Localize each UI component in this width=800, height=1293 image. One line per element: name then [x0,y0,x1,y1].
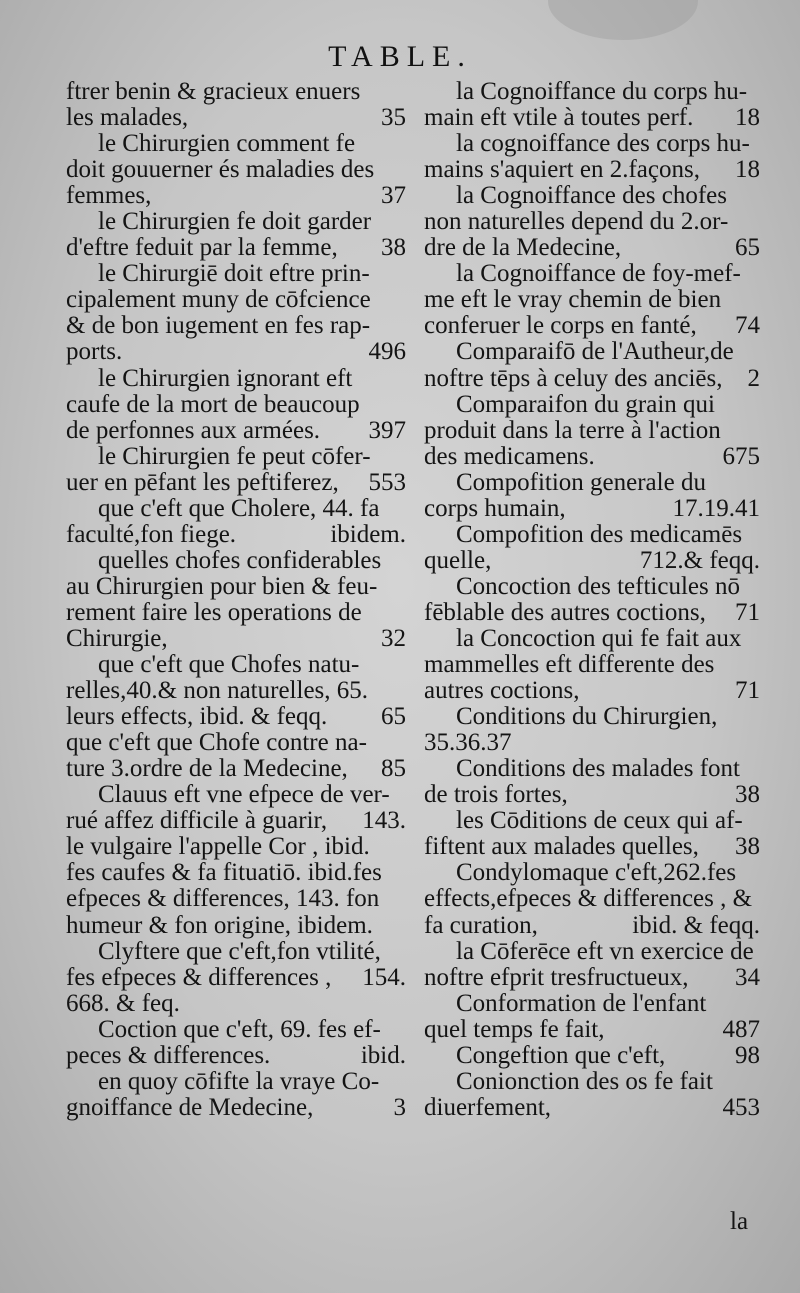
page-reference: 397 [368,416,406,444]
page-reference: 35 [381,104,406,132]
page-reference: 37 [381,182,406,210]
index-line [66,808,406,834]
index-entry-text: Chirurgie, [66,624,168,652]
page-reference: 38 [735,781,760,809]
index-entry-text: femmes, [66,182,152,210]
index-line [66,209,406,235]
index-entry-text: dre de la Medecine, [424,234,622,262]
library-stamp [548,0,698,40]
page-reference: 154. [362,963,406,991]
index-line [66,834,406,860]
page-reference: 38 [381,234,406,262]
index-entry-text: ture 3.ordre de la Medecine, [66,755,348,783]
index-line [424,1017,760,1043]
index-line [424,209,760,235]
index-entry-text: me eft le vray chemin de bien [424,286,722,314]
page-reference: 85 [381,755,406,783]
index-line [424,287,760,313]
index-entry-text: Comparaifon du grain qui [456,390,715,418]
index-line [66,157,406,183]
index-line [424,496,760,522]
index-entry-text: noftre efprit tresfructueux, [424,963,689,991]
index-line [66,79,406,105]
index-entry-text: main eft vtile à toutes perf. [424,104,694,132]
page-reference: ibidem. [330,520,406,548]
index-line [424,339,760,365]
index-entry-text: Conformation de l'enfant [456,989,707,1017]
index-line [424,131,760,157]
index-entry-text: rement faire les operations de [66,598,362,626]
page-reference: 32 [381,624,406,652]
index-line [424,991,760,1017]
page-reference: 65 [381,703,406,731]
index-line [66,730,406,756]
index-entry-text: la Cognoiffance des chofes [456,182,727,210]
index-line [424,157,760,183]
index-entry-text: fes caufes & fa fituatiō. ibid.fes [66,859,382,887]
index-entry-text: 668. & feq. [66,989,180,1017]
index-entry-text: mammelles eft differente des [424,651,715,679]
index-entry-text: quelles chofes confiderables [98,546,382,574]
index-entry-text: fa curation, [424,911,538,939]
index-entry-text: efpeces & differences, 143. fon [66,885,380,913]
index-entry-text: quelle, [424,546,492,574]
index-entry-text: Coction que c'eft, 69. fes ef- [98,1015,381,1043]
right-column [424,79,760,1121]
index-entry-text: Congeftion que c'eft, [456,1041,666,1069]
index-line [66,678,406,704]
index-line [424,105,760,131]
index-entry-text: Compofition des medicamēs [456,520,743,548]
index-entry-text: ftrer benin & gracieux enuers [66,78,361,105]
index-entry-text: Conditions du Chirurgien, [456,703,718,731]
index-line [424,678,760,704]
index-entry-text: le vulgaire l'appelle Cor , ibid. [66,833,370,861]
page-reference: 18 [735,156,760,184]
page-reference: 71 [735,677,760,705]
left-column [66,79,406,1121]
page-reference: 17.19.41 [672,494,760,522]
index-entry-text: Conionction des os fe fait [456,1067,713,1095]
index-entry-text: Comparaifō de l'Autheur,de [456,338,734,366]
index-entry-text: Conditions des malades font [456,755,740,783]
index-line [66,782,406,808]
index-line [424,444,760,470]
index-entry-text: la cognoiffance des corps hu- [456,130,750,158]
index-line [424,886,760,912]
page-reference: 3 [393,1093,406,1121]
page-reference: 2 [747,364,760,392]
index-line [424,965,760,991]
index-line [66,313,406,339]
page-reference: 453 [722,1093,760,1121]
index-entry-text: produit dans la terre à l'action [424,416,721,444]
page-reference: 98 [735,1041,760,1069]
index-entry-text: humeur & fon origine, ibidem. [66,911,373,939]
index-entry-text: non naturelles depend du 2.or- [424,208,729,236]
index-line [424,470,760,496]
index-entry-text: corps humain, [424,494,566,522]
index-line [66,756,406,782]
index-line [424,235,760,261]
index-entry-text: d'eftre feduit par la femme, [66,234,338,262]
index-entry-text: 35.36.37 [424,729,512,757]
index-entry-text: le Chirurgiē doit eftre prin- [98,260,370,288]
index-entry-text: que c'eft que Chofe contre na- [66,729,367,757]
page-reference: 74 [735,312,760,340]
index-line [424,574,760,600]
index-entry-text: peces & differences. [66,1041,271,1069]
index-entry-text: la Cognoiffance de foy-mef- [456,260,741,288]
index-line [66,860,406,886]
index-entry-text: les malades, [66,104,189,132]
index-line [66,1069,406,1095]
index-line [66,965,406,991]
index-line [66,339,406,365]
page-reference: ibid. & feqq. [632,911,760,939]
index-line [424,79,760,105]
index-entry-text: diuerfement, [424,1093,552,1121]
index-line [66,444,406,470]
index-entry-text: fiftent aux malades quelles, [424,833,699,861]
page-reference: 143. [362,807,406,835]
index-line [66,183,406,209]
index-line [66,496,406,522]
page-reference: 34 [735,963,760,991]
index-line [66,1017,406,1043]
index-line [424,522,760,548]
index-line [66,600,406,626]
index-line [424,600,760,626]
index-line [66,574,406,600]
index-entry-text: que c'eft que Chofes natu- [98,651,360,679]
index-line [424,418,760,444]
index-line [66,261,406,287]
index-entry-text: la Cōferēce eft vn exercice de [456,937,754,965]
page-reference: 18 [735,104,760,132]
index-entry-text: Condylomaque c'eft,262.fes [456,859,737,887]
index-line [424,392,760,418]
index-entry-text: Concoction des tefticules nō [456,572,740,600]
index-line [66,392,406,418]
index-entry-text: autres coctions, [424,677,580,705]
index-entry-text: au Chirurgien pour bien & feu- [66,572,378,600]
index-line [66,287,406,313]
index-line [424,1069,760,1095]
index-line [424,652,760,678]
page-reference: 65 [735,234,760,262]
index-entry-text: noftre tēps à celuy des anciēs, [424,364,723,392]
index-entry-text: de trois fortes, [424,781,568,809]
index-entry-text: cipalement muny de cōfcience [66,286,371,314]
index-line [424,626,760,652]
index-entry-text: le Chirurgien comment fe [98,130,356,158]
page-reference: ibid. [360,1041,406,1069]
index-entry-text: le Chirurgien fe doit garder [98,208,372,236]
index-entry-text: le Chirurgien fe peut cōfer- [98,442,371,470]
index-entry-text: de perfonnes aux armées. [66,416,321,444]
index-line [66,1043,406,1069]
index-entry-text: ports. [66,338,123,366]
index-line [424,808,760,834]
index-entry-text: relles,40.& non naturelles, 65. [66,677,369,705]
index-line [66,652,406,678]
index-entry-text: caufe de la mort de beaucoup [66,390,360,418]
index-line [424,548,760,574]
index-line [424,860,760,886]
index-line [66,470,406,496]
index-entry-text: des medicamens. [424,442,595,470]
index-entry-text: doit gouuerner és maladies des [66,156,375,184]
index-line [66,704,406,730]
index-line [424,913,760,939]
index-line [424,782,760,808]
index-entry-text: Compofition generale du [456,468,706,496]
page-reference: 675 [722,442,760,470]
index-entry-text: rué affez difficile à guarir, [66,807,328,835]
index-line [66,939,406,965]
page-reference: 38 [735,833,760,861]
page-reference: 71 [735,598,760,626]
index-line [66,626,406,652]
index-entry-text: en quoy cōfifte la vraye Co- [98,1067,380,1095]
index-line [424,366,760,392]
index-line [424,704,760,730]
index-line [424,313,760,339]
index-entry-text: mains s'aquiert en 2.façons, [424,156,700,184]
index-entry-text: & de bon iugement en fes rap- [66,312,371,340]
index-line [424,1095,760,1121]
index-entry-text: fes efpeces & differences , [66,963,332,991]
index-line [66,548,406,574]
index-entry-text: quel temps fe fait, [424,1015,605,1043]
index-entry-text: Clyftere que c'eft,fon vtilité, [98,937,381,965]
page-reference: 712.& feqq. [639,546,760,574]
index-entry-text: les Cōditions de ceux qui af- [456,807,743,835]
index-entry-text: la Cognoiffance du corps hu- [456,78,748,105]
index-entry-text: que c'eft que Cholere, 44. fa [98,494,380,522]
page-reference: 553 [368,468,406,496]
index-entry-text: leurs effects, ibid. & feqq. [66,703,328,731]
page-title: TABLE. [328,40,472,73]
index-line [424,261,760,287]
index-line [66,991,406,1017]
index-entry-text: uer en pēfant les peftiferez, [66,468,339,496]
index-entry-text: fēblable des autres coctions, [424,598,706,626]
index-entry-text: Clauus eft vne efpece de ver- [98,781,390,809]
page-reference: 487 [722,1015,760,1043]
index-entry-text: faculté,fon fiege. [66,520,237,548]
index-line [424,834,760,860]
index-line [424,183,760,209]
index-line [66,522,406,548]
index-line [66,886,406,912]
index-line [66,235,406,261]
page-reference: 496 [368,338,406,366]
catchword: la [730,1208,749,1235]
index-line [66,105,406,131]
index-line [424,756,760,782]
index-line [424,939,760,965]
index-line [424,730,760,756]
index-entry-text: le Chirurgien ignorant eft [98,364,353,392]
index-line [66,418,406,444]
index-line [424,1043,760,1069]
index-entry-text: la Concoction qui fe fait aux [456,624,742,652]
index-line [66,1095,406,1121]
index-entry-text: gnoiffance de Medecine, [66,1093,314,1121]
index-line [66,913,406,939]
index-entry-text: effects,efpeces & differences , & [424,885,753,913]
index-entry-text: conferuer le corps en fanté, [424,312,697,340]
index-line [66,131,406,157]
index-line [66,366,406,392]
